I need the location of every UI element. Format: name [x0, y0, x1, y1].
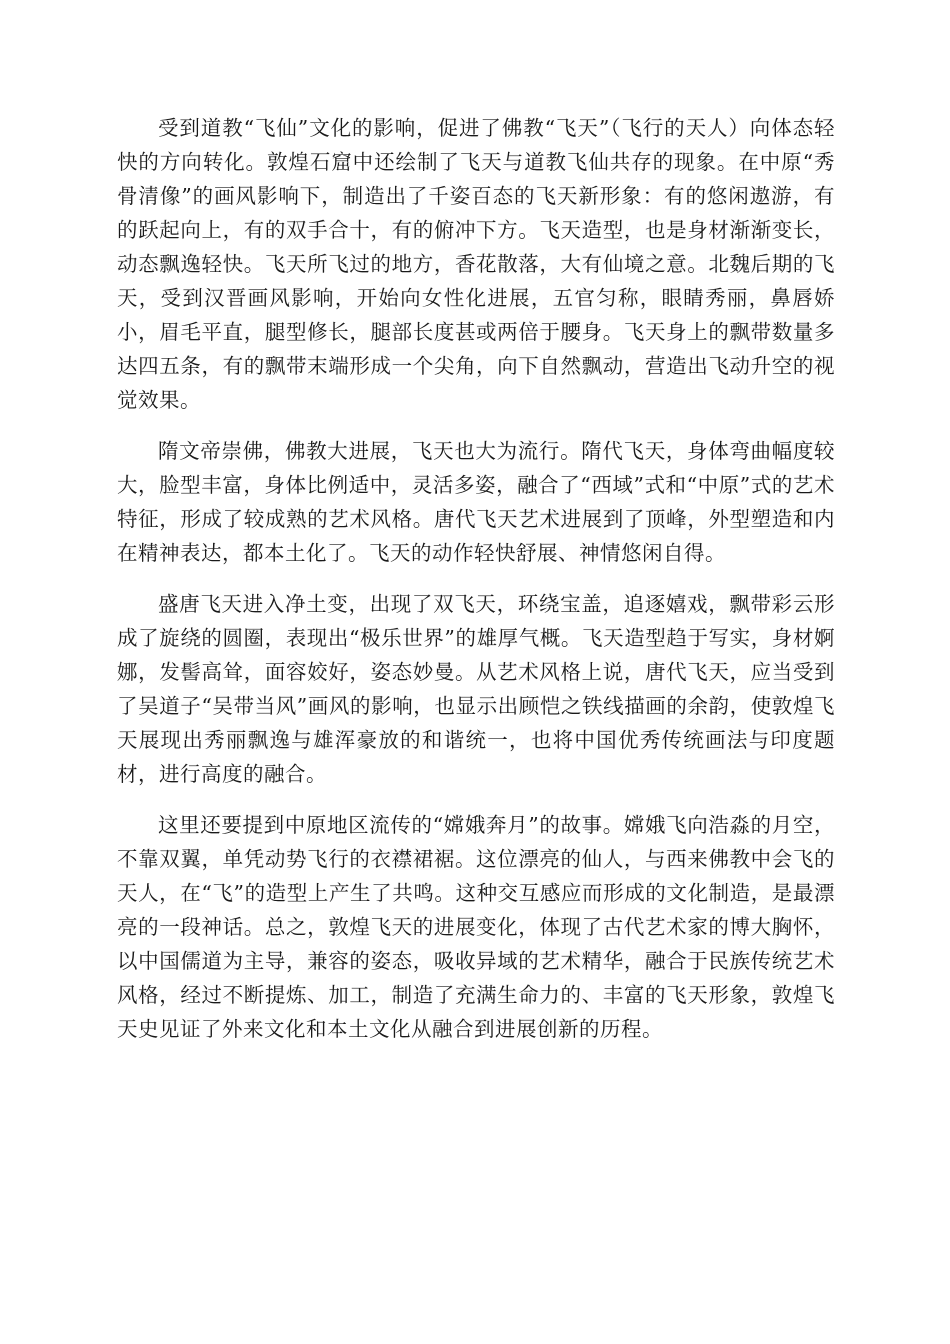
paragraph-3: 盛唐飞天进入净土变，出现了双飞天，环绕宝盖，追逐嬉戏，飘带彩云形成了旋绕的圆圈，表现出“极乐世界”的雄厚气概。飞天造型趋于写实，身材婀娜，发髻高耸，面容姣好，姿态妙曼。从艺术风格上说，唐代飞天，应当受到了吴道子“吴带当风”画风的影响，也显示出顾恺之铁线描画的余韵，使敦煌飞天展现出秀丽飘逸与雄浑豪放的和谐统一，也将中国优秀传统画法与印度题材，进行高度的融合。	[117, 592, 835, 786]
document-body	[117, 111, 835, 1046]
paragraph-2: 隋文帝崇佛，佛教大进展，飞天也大为流行。隋代飞天，身体弯曲幅度较大，脸型丰富，身体比例适中，灵活多姿，融合了“西域”式和“中原”式的艺术特征，形成了较成熟的艺术风格。唐代飞天艺术进展到了顶峰，外型塑造和内在精神表达，都本土化了。飞天的动作轻快舒展、神情悠闲自得。	[117, 439, 835, 565]
paragraph-1: 受到道教“飞仙”文化的影响，促进了佛教“飞天”（飞行的天人）向体态轻快的方向转化。敦煌石窟中还绘制了飞天与道教飞仙共存的现象。在中原“秀骨清像”的画风影响下，制造出了千姿百态的飞天新形象：有的悠闲遨游，有的跃起向上，有的双手合十，有的俯冲下方。飞天造型，也是身材渐渐变长，动态飘逸轻快。飞天所飞过的地方，香花散落，大有仙境之意。北魏后期的飞天，受到汉晋画风影响，开始向女性化进展，五官匀称，眼睛秀丽，鼻唇娇小，眉毛平直，腿型修长，腿部长度甚或两倍于腰身。飞天身上的飘带数量多达四五条，有的飘带末端形成一个尖角，向下自然飘动，营造出飞动升空的视觉效果。	[117, 116, 835, 412]
paragraph-4: 这里还要提到中原地区流传的“嫦娥奔月”的故事。嫦娥飞向浩淼的月空，不靠双翼，单凭动势飞行的衣襟裙裾。这位漂亮的仙人，与西来佛教中会飞的天人，在“飞”的造型上产生了共鸣。这种交互感应而形成的文化制造，是最漂亮的一段神话。总之，敦煌飞天的进展变化，体现了古代艺术家的博大胸怀，以中国儒道为主导，兼容的姿态，吸收异域的艺术精华，融合于民族传统艺术风格，经过不断提炼、加工，制造了充满生命力的、丰富的飞天形象，敦煌飞天史见证了外来文化和本土文化从融合到进展创新的历程。	[117, 813, 835, 1041]
